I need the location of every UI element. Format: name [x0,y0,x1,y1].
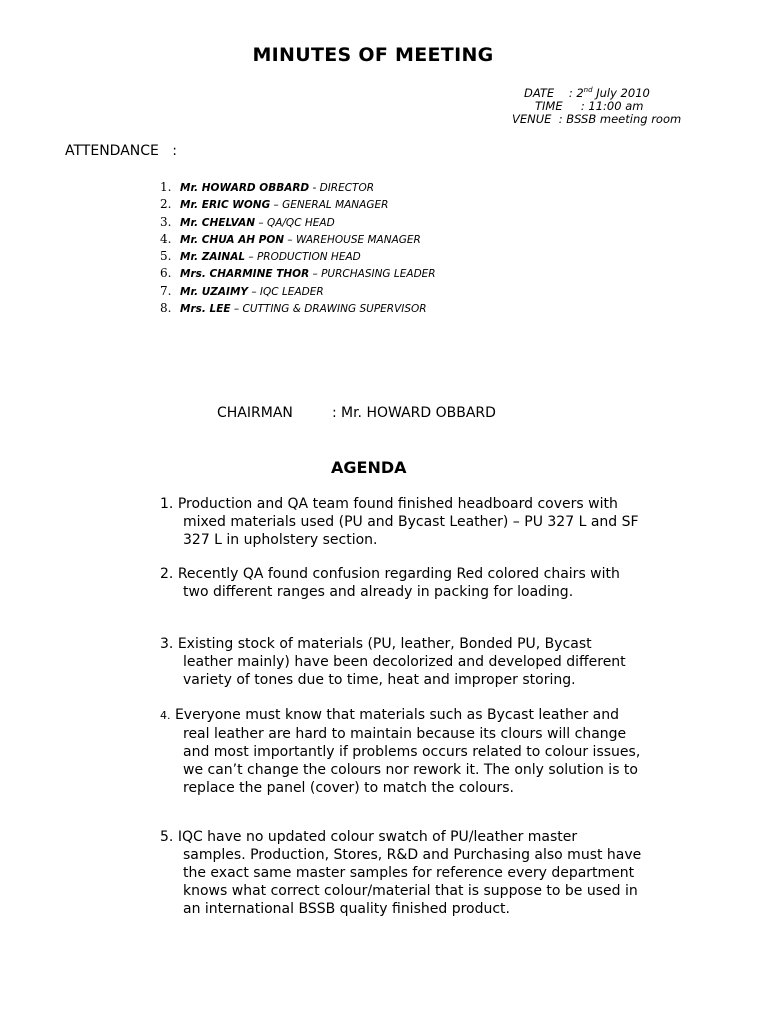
agenda-line: knows what correct colour/material that is suppose to be used in [183,883,638,899]
agenda-item-number: 1. [160,496,174,512]
attendance-item: 6. Mrs. CHARMINE THOR – PURCHASING LEADER [160,266,436,281]
agenda-item [160,635,720,689]
agenda-line: IQC have no updated colour swatch of PU/leather master [177,829,578,845]
attendance-item: 4. Mr. CHUA AH PON – WAREHOUSE MANAGER [160,231,421,246]
agenda-line: Everyone must know that materials such as Bycast leather and [174,707,620,723]
meeting-venue [512,112,681,126]
attendee-role: - DIRECTOR [309,182,375,194]
meeting-date [524,86,650,100]
time-value: : 11:00 am [580,99,644,113]
attendee-name: Mr. CHUA AH PON [180,233,285,246]
agenda-item [160,828,720,918]
attendee-role: – PRODUCTION HEAD [245,251,361,264]
attendance-label: ATTENDANCE : [65,143,177,159]
attendee-role: – CUTTING & DRAWING SUPERVISOR [230,303,427,316]
attendance-item: 2. Mr. ERIC WONG – GENERAL MANAGER [160,197,389,212]
agenda-item-number: 2. [160,566,174,582]
chairman-separator: : [332,405,337,421]
attendance-item: 7. Mr. UZAIMY – IQC LEADER [160,283,324,298]
agenda-line: Existing stock of materials (PU, leather, Bonded PU, Bycast [177,636,592,652]
agenda-item [160,565,720,601]
attendee-role: – GENERAL MANAGER [270,199,389,212]
attendance-list [160,180,436,318]
agenda-item-number: 3. [160,636,174,652]
agenda-line: and most importantly if problems occurs related to colour issues, [183,744,641,760]
agenda-line: real leather are hard to maintain because its clours will change [183,726,627,742]
attendee-name: Mr. UZAIMY [180,285,248,298]
date-value-post: July 2010 [592,86,650,100]
agenda-item-number: 5. [160,829,174,845]
attendance-item: 1. Mr. HOWARD OBBARD - DIRECTOR [160,180,375,194]
attendee-name: Mrs. CHARMINE THOR [180,268,310,281]
document-title: MINUTES OF MEETING [252,44,494,66]
attendee-name: Mr. CHELVAN [180,216,256,229]
attendee-name: Mrs. LEE [180,303,231,316]
agenda-line: leather mainly) have been decolorized and developed different [183,654,626,670]
agenda-item-number: 4. [160,709,171,722]
attendee-role: – WAREHOUSE MANAGER [284,233,421,246]
venue-label: VENUE [512,112,552,126]
meeting-time [535,99,643,113]
agenda-line: Production and QA team found finished headboard covers with [177,496,618,512]
agenda-line: samples. Production, Stores, R&D and Purchasing also must have [183,847,642,863]
date-label: DATE [524,86,555,100]
date-value-sup: nd [583,86,593,95]
attendee-role: – PURCHASING LEADER [309,268,436,281]
agenda-line: we can’t change the colours nor rework it. The only solution is to [183,762,638,778]
chairman-name: Mr. HOWARD OBBARD [341,405,496,421]
attendee-role: – IQC LEADER [248,285,324,298]
attendee-name: Mr. ZAINAL [180,251,246,264]
attendance-item: 3. Mr. CHELVAN – QA/QC HEAD [160,214,335,229]
agenda-item [160,495,720,549]
agenda-line: variety of tones due to time, heat and improper storing. [183,672,576,688]
attendee-name: Mr. HOWARD OBBARD [180,182,310,194]
date-value-pre: : 2 [568,86,584,100]
agenda-heading: AGENDA [331,458,407,477]
attendee-role: – QA/QC HEAD [255,216,335,229]
attendance-item: 5. Mr. ZAINAL – PRODUCTION HEAD [160,249,361,264]
agenda-line: Recently QA found confusion regarding Red colored chairs with [177,566,620,582]
time-label: TIME [535,99,563,113]
attendance-item: 8. Mrs. LEE – CUTTING & DRAWING SUPERVISOR [160,301,427,316]
attendee-name: Mr. ERIC WONG [180,199,271,212]
agenda-line: replace the panel (cover) to match the colours. [183,780,514,796]
agenda-line: two different ranges and already in packing for loading. [183,584,574,600]
agenda-line: mixed materials used (PU and Bycast Leather) – PU 327 L and SF [183,514,639,530]
agenda-line: an international BSSB quality finished product. [183,901,510,917]
agenda-line: 327 L in upholstery section. [183,532,378,548]
venue-value: : BSSB meeting room [558,112,682,126]
agenda-line: the exact same master samples for reference every department [183,865,635,881]
chairman-label: CHAIRMAN [217,405,293,421]
agenda-item [160,706,720,797]
